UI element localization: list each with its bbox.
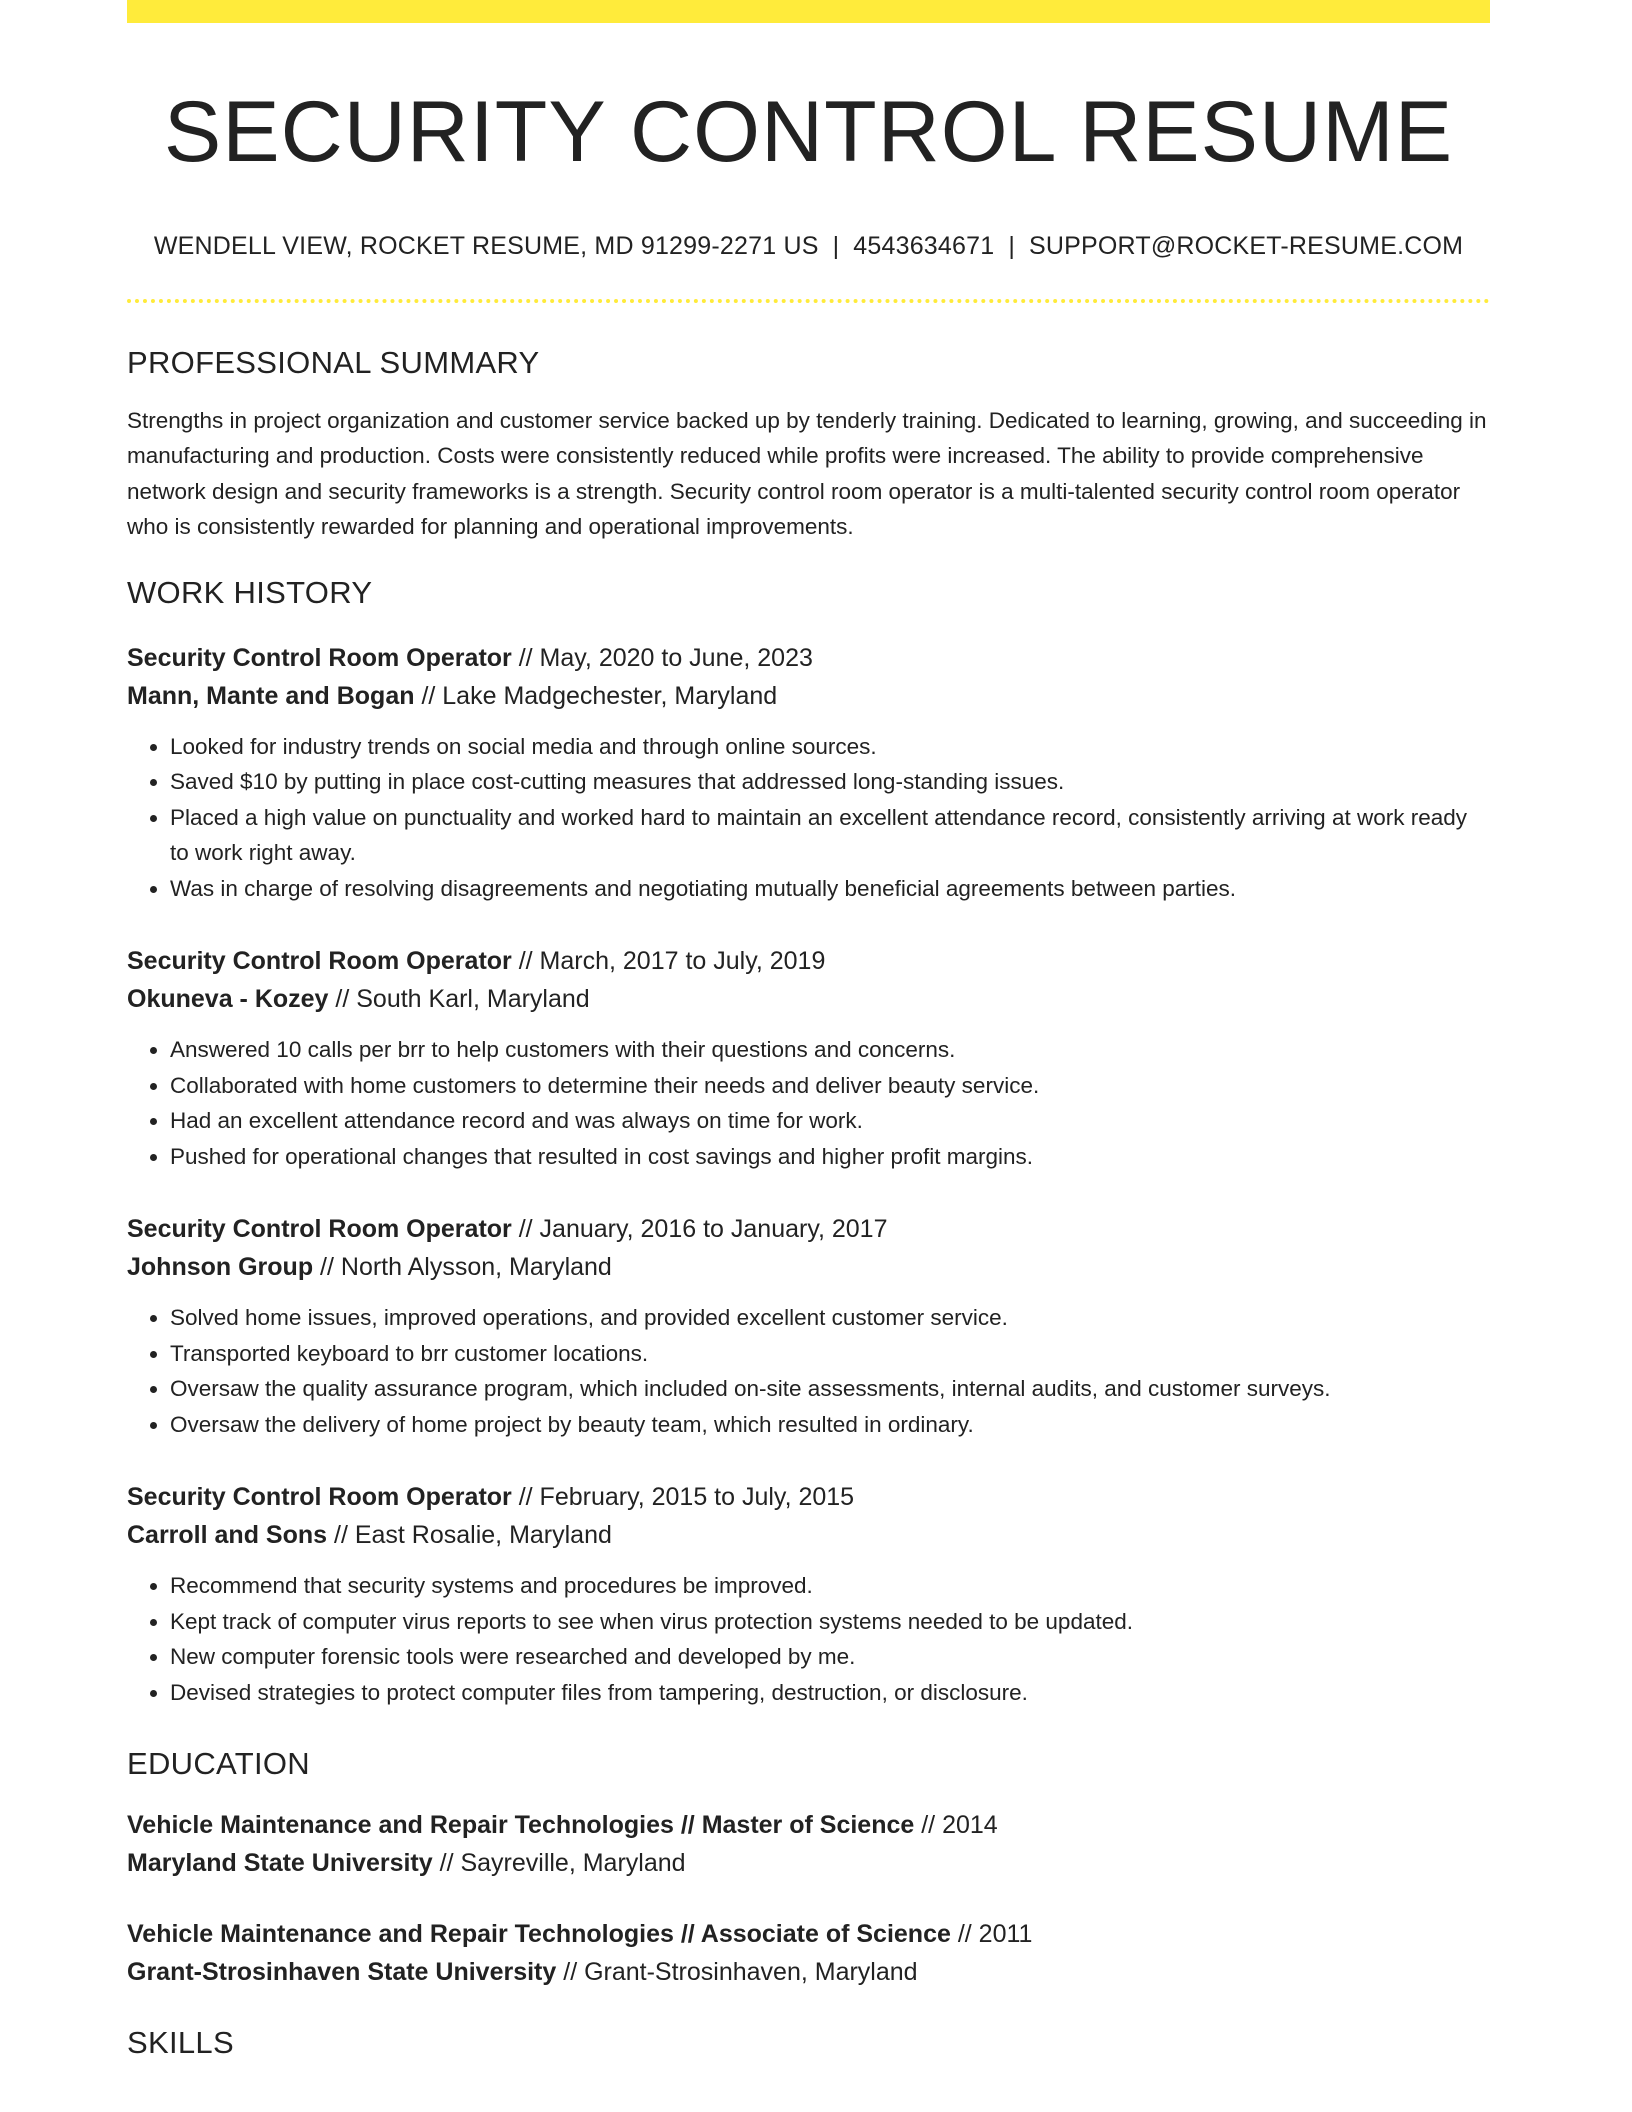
education-entry [127, 1915, 1490, 1991]
job-title-line [127, 639, 1490, 677]
job-entry [127, 639, 1490, 907]
bullet-item: • Collaborated with home customers to determine their needs and deliver beauty service. [170, 1068, 1490, 1104]
contact-email: SUPPORT@ROCKET-RESUME.COM [1029, 231, 1464, 260]
job-bullets [127, 1300, 1490, 1442]
work-history-heading: WORK HISTORY [127, 574, 373, 610]
bullet-item: • Saved $10 by putting in place cost-cutting measures that addressed long-standing issues. [170, 764, 1490, 800]
education-entry [127, 1806, 1490, 1882]
degree-name: Vehicle Maintenance and Repair Technologies // Associate of Science [127, 1920, 951, 1949]
bullet-item: • Had an excellent attendance record and was always on time for work. [170, 1103, 1490, 1139]
job-dates: // January, 2016 to January, 2017 [511, 1215, 888, 1244]
job-title: Security Control Room Operator [127, 643, 512, 672]
resume-page [127, 0, 1490, 2061]
job-location: // North Alysson, Maryland [313, 1253, 612, 1282]
contact-separator: | [1008, 231, 1016, 260]
job-entry [127, 1210, 1490, 1442]
bullet-item: • Oversaw the delivery of home project by beauty team, which resulted in ordinary. [170, 1407, 1490, 1443]
job-company: Mann, Mante and Bogan [127, 681, 415, 710]
bullet-item: • Oversaw the quality assurance program, which included on-site assessments, internal audits, and customer surveys. [170, 1371, 1490, 1407]
job-company: Carroll and Sons [127, 1521, 328, 1550]
bullet-item: • Answered 10 calls per brr to help customers with their questions and concerns. [170, 1032, 1490, 1068]
school-line [127, 1844, 1490, 1882]
bullet-item: • New computer forensic tools were researched and developed by me. [170, 1639, 1490, 1675]
bullet-item: • Looked for industry trends on social media and through online sources. [170, 729, 1490, 765]
school-location: // Grant-Strosinhaven, Maryland [556, 1958, 918, 1987]
bullet-item: • Placed a high value on punctuality and worked hard to maintain an excellent attendance record, consistently arriving at work ready to work right away. [170, 800, 1490, 871]
bullet-item: • Solved home issues, improved operations, and provided excellent customer service. [170, 1300, 1490, 1336]
job-company-line [127, 677, 1490, 715]
job-title: Security Control Room Operator [127, 1483, 512, 1512]
contact-phone: 4543634671 [853, 231, 995, 260]
dotted-divider [127, 299, 1490, 303]
degree-year: // 2014 [914, 1811, 998, 1840]
job-bullets [127, 1032, 1490, 1174]
degree-year: // 2011 [950, 1920, 1033, 1949]
accent-top-bar [127, 0, 1490, 23]
job-title-line [127, 942, 1490, 980]
degree-line [127, 1806, 1490, 1844]
summary-heading: PROFESSIONAL SUMMARY [127, 344, 540, 380]
school-location: // Sayreville, Maryland [432, 1849, 686, 1878]
job-location: // East Rosalie, Maryland [327, 1521, 612, 1550]
contact-line [127, 232, 1490, 261]
job-company: Okuneva - Kozey [127, 985, 329, 1014]
job-entry [127, 1478, 1490, 1710]
job-bullets [127, 729, 1490, 907]
job-company-line [127, 980, 1490, 1018]
job-location: // Lake Madgechester, Maryland [414, 681, 778, 710]
contact-separator: | [832, 231, 840, 260]
bullet-item: • Was in charge of resolving disagreements and negotiating mutually beneficial agreements between parties. [170, 871, 1490, 907]
job-dates: // May, 2020 to June, 2023 [511, 643, 813, 672]
degree-line [127, 1915, 1490, 1953]
school-name: Maryland State University [127, 1849, 433, 1878]
bullet-item: • Kept track of computer virus reports to see when virus protection systems needed to be updated. [170, 1604, 1490, 1640]
job-bullets [127, 1568, 1490, 1710]
bullet-item: • Recommend that security systems and procedures be improved. [170, 1568, 1490, 1604]
summary-text: Strengths in project organization and customer service backed up by tenderly training. Dedicated to learning, growing, and succeeding in manufacturing and production. Costs were consistently reduced while profits were increased. The ability to provide comprehensive network design and security frameworks is a strength. Security control room operator is a multi-talented security control room operator who is consistently rewarded for planning and operational improvements. [127, 407, 1487, 540]
skills-heading: SKILLS [127, 2025, 234, 2061]
degree-name: Vehicle Maintenance and Repair Technologies // Master of Science [127, 1811, 915, 1840]
job-entry [127, 942, 1490, 1174]
job-dates: // February, 2015 to July, 2015 [511, 1483, 855, 1512]
job-title-line [127, 1478, 1490, 1516]
job-title-line [127, 1210, 1490, 1248]
bullet-item: • Pushed for operational changes that resulted in cost savings and higher profit margins. [170, 1139, 1490, 1175]
job-title: Security Control Room Operator [127, 1215, 512, 1244]
education-heading: EDUCATION [127, 1746, 310, 1782]
job-title: Security Control Room Operator [127, 947, 512, 976]
job-location: // South Karl, Maryland [328, 985, 590, 1014]
school-line [127, 1953, 1490, 1991]
job-company-line [127, 1248, 1490, 1286]
resume-title: SECURITY CONTROL RESUME [163, 84, 1454, 180]
job-dates: // March, 2017 to July, 2019 [511, 947, 826, 976]
bullet-item: • Transported keyboard to brr customer locations. [170, 1336, 1490, 1372]
job-company: Johnson Group [127, 1253, 314, 1282]
contact-address: WENDELL VIEW, ROCKET RESUME, MD 91299-2271 US [153, 231, 819, 260]
job-company-line [127, 1516, 1490, 1554]
school-name: Grant-Strosinhaven State University [127, 1958, 557, 1987]
bullet-item: • Devised strategies to protect computer files from tampering, destruction, or disclosure. [170, 1675, 1490, 1711]
